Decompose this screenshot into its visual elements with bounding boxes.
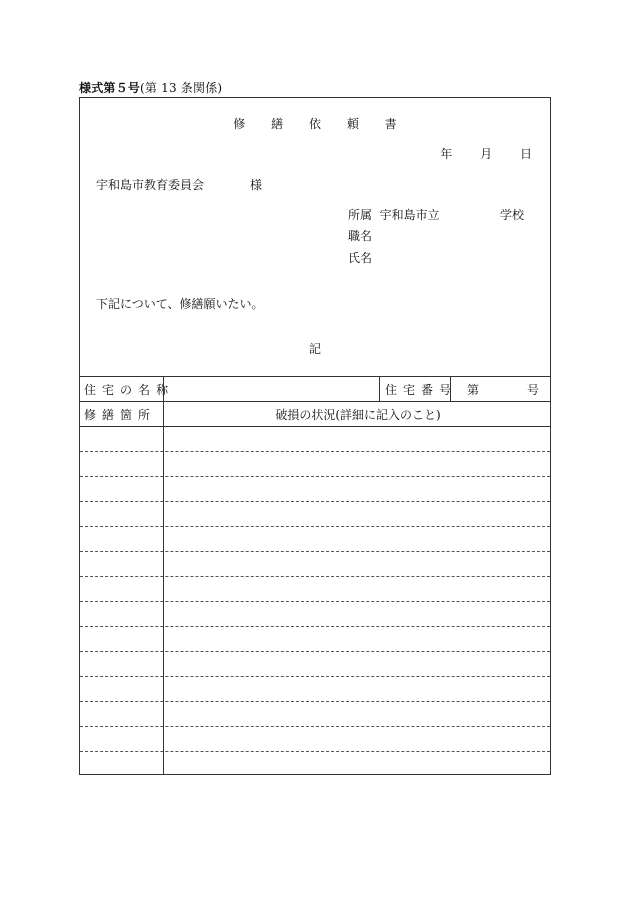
title-char: 頼 xyxy=(346,117,359,131)
date-day: 日 xyxy=(519,147,532,161)
repair-entry-row[interactable] xyxy=(80,576,550,601)
affiliation-field[interactable] xyxy=(348,206,440,223)
form-header xyxy=(80,98,550,376)
column-divider xyxy=(379,376,380,401)
form-title xyxy=(80,115,550,132)
repair-entry-row[interactable] xyxy=(80,601,550,626)
request-text: 下記について、修繕願いたい。 xyxy=(96,297,264,311)
form-article-ref: (第 13 条関係) xyxy=(140,81,223,95)
damage-status-label: 破損の状況(詳細に記入のこと) xyxy=(275,407,441,422)
house-no-prefix: 第 xyxy=(467,382,480,397)
repair-entry-row[interactable] xyxy=(80,451,550,476)
repair-entry-row[interactable] xyxy=(80,626,550,651)
honorific: 様 xyxy=(250,178,263,192)
repair-entry-row[interactable] xyxy=(80,751,550,775)
title-char: 繕 xyxy=(271,117,284,131)
date-field[interactable] xyxy=(416,145,532,162)
repair-entry-row[interactable] xyxy=(80,501,550,526)
repair-entry-row[interactable] xyxy=(80,426,550,451)
form-number-label xyxy=(79,79,222,96)
form-number: 様式第５号 xyxy=(79,81,141,95)
title-char: 修 xyxy=(233,117,246,131)
post-field[interactable]: 職名 xyxy=(348,229,373,243)
title-char: 依 xyxy=(308,117,321,131)
title-char: 書 xyxy=(384,117,397,131)
name-field[interactable]: 氏名 xyxy=(348,251,373,265)
house-no-label: 住 宅 番 号 xyxy=(385,382,452,397)
repair-entry-row[interactable] xyxy=(80,526,550,551)
house-no-suffix: 号 xyxy=(527,382,540,397)
date-year: 年 xyxy=(440,147,453,161)
repair-header-row xyxy=(80,401,550,426)
column-divider xyxy=(163,376,164,775)
repair-entry-row[interactable] xyxy=(80,726,550,751)
ki-heading: 記 xyxy=(308,342,321,356)
affiliation-label: 所属 xyxy=(348,208,373,222)
affiliation-suffix: 学校 xyxy=(500,208,525,222)
repair-entry-row[interactable] xyxy=(80,701,550,726)
date-month: 月 xyxy=(480,147,493,161)
house-info-row xyxy=(80,376,550,401)
column-divider xyxy=(450,376,451,401)
repair-entry-row[interactable] xyxy=(80,676,550,701)
house-name-input[interactable] xyxy=(164,377,380,401)
affiliation-value: 宇和島市立 xyxy=(379,208,440,222)
repair-place-label: 修 繕 箇 所 xyxy=(84,407,151,422)
repair-entry-row[interactable] xyxy=(80,476,550,501)
house-name-label: 住 宅 の 名 称 xyxy=(84,382,169,397)
addressee: 宇和島市教育委員会 xyxy=(96,178,205,192)
house-no-input[interactable] xyxy=(451,377,551,401)
repair-entry-row[interactable] xyxy=(80,551,550,576)
repair-request-form xyxy=(79,97,551,775)
repair-entry-row[interactable] xyxy=(80,651,550,676)
